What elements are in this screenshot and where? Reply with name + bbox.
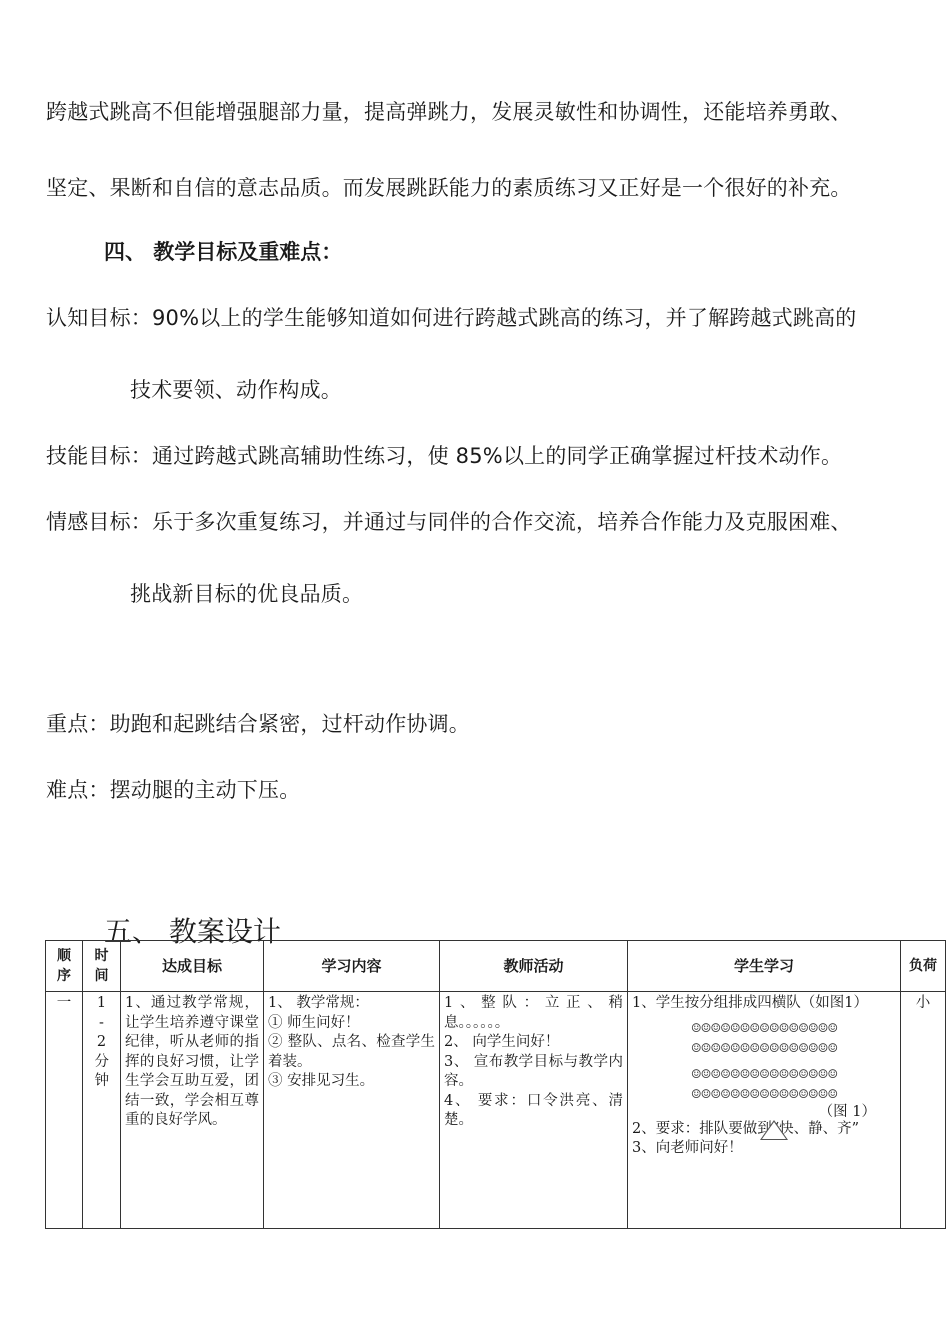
teacher-item: 4、 要求：口令洪亮、清楚。 xyxy=(444,1092,623,1128)
cognitive-goal-line-2: 技术要领、动作构成。 xyxy=(130,378,342,402)
affective-goal-line-1: 情感目标：乐于多次重复练习，并通过与同伴的合作交流，培养合作能力及克服困难、 xyxy=(46,510,852,534)
cell-load: 小 xyxy=(901,992,946,1229)
student-item-2: 2、要求：排队要做到“快、静、齐” xyxy=(632,1120,860,1137)
teacher-triangle-icon xyxy=(760,1120,788,1141)
cell-goal xyxy=(121,992,264,1229)
time-text: 1 - 2 分 钟 xyxy=(94,995,109,1089)
cell-student xyxy=(628,992,901,1229)
header-content: 学习内容 xyxy=(264,941,440,992)
header-load: 负荷 xyxy=(901,941,946,992)
goal-text: 1、通过教学常规，让学生培养遵守课堂纪律，听从老师的指挥的良好习惯，让学生学会互助互爱，团结一致，学会相互尊重的良好学风。 xyxy=(125,995,259,1128)
student-row-3: ☺☺☺☺☺☺☺☺☺☺☺☺☺☺☺ xyxy=(690,1066,838,1081)
content-item: ③ 安排见习生。 xyxy=(268,1073,375,1089)
cognitive-goal-line-1: 认知目标：90%以上的学生能够知道如何进行跨越式跳高的练习，并了解跨越式跳高的 xyxy=(46,306,857,330)
key-point: 重点：助跑和起跳结合紧密，过杆动作协调。 xyxy=(46,712,470,736)
cell-time xyxy=(83,992,121,1229)
content-item: 1、 教学常规： xyxy=(268,995,369,1011)
header-order: 顺序 xyxy=(46,941,83,992)
lesson-plan-table xyxy=(45,940,946,1229)
student-item-1: 1、学生按分组排成四横队（如图1） xyxy=(632,995,868,1011)
cell-order: 一 xyxy=(46,992,83,1229)
content-item: ② 整队、点名、检查学生着装。 xyxy=(268,1034,435,1070)
header-student: 学生学习 xyxy=(628,941,901,992)
section-5-heading: 五、 教案设计 xyxy=(104,915,281,948)
table-header-row xyxy=(46,941,946,992)
table-row xyxy=(46,992,946,1229)
paragraph-line-1: 跨越式跳高不但能增强腿部力量，提高弹跳力，发展灵敏性和协调性，还能培养勇敢、 xyxy=(46,100,852,124)
content-item: ① 师生问好！ xyxy=(268,1014,360,1031)
header-teacher: 教师活动 xyxy=(440,941,628,992)
student-row-4: ☺☺☺☺☺☺☺☺☺☺☺☺☺☺☺ xyxy=(690,1086,838,1101)
figure-caption: （图 1） xyxy=(818,1103,876,1120)
teacher-item: 1、整队：立正、稍息。。。。。。 xyxy=(444,995,623,1031)
cell-content xyxy=(264,992,440,1229)
header-goal: 达成目标 xyxy=(121,941,264,992)
student-row-1: ☺☺☺☺☺☺☺☺☺☺☺☺☺☺☺ xyxy=(690,1020,838,1035)
formation-figure xyxy=(632,1014,896,1120)
student-item-3: 3、向老师问好！ xyxy=(632,1140,743,1156)
skill-goal: 技能目标：通过跨越式跳高辅助性练习，使 85%以上的同学正确掌握过杆技术动作。 xyxy=(46,444,843,468)
section-4-heading: 四、 教学目标及重难点： xyxy=(104,240,343,264)
cell-teacher xyxy=(440,992,628,1229)
difficulty-point: 难点：摆动腿的主动下压。 xyxy=(46,778,301,802)
teacher-item: 3、 宣布教学目标与教学内容。 xyxy=(444,1053,623,1089)
student-row-2: ☺☺☺☺☺☺☺☺☺☺☺☺☺☺☺ xyxy=(690,1040,838,1055)
header-time: 时间 xyxy=(83,941,121,992)
paragraph-line-2: 坚定、果断和自信的意志品质。而发展跳跃能力的素质练习又正好是一个很好的补充。 xyxy=(46,176,852,200)
teacher-item: 2、 向学生问好！ xyxy=(444,1034,560,1050)
affective-goal-line-2: 挑战新目标的优良品质。 xyxy=(130,582,364,606)
